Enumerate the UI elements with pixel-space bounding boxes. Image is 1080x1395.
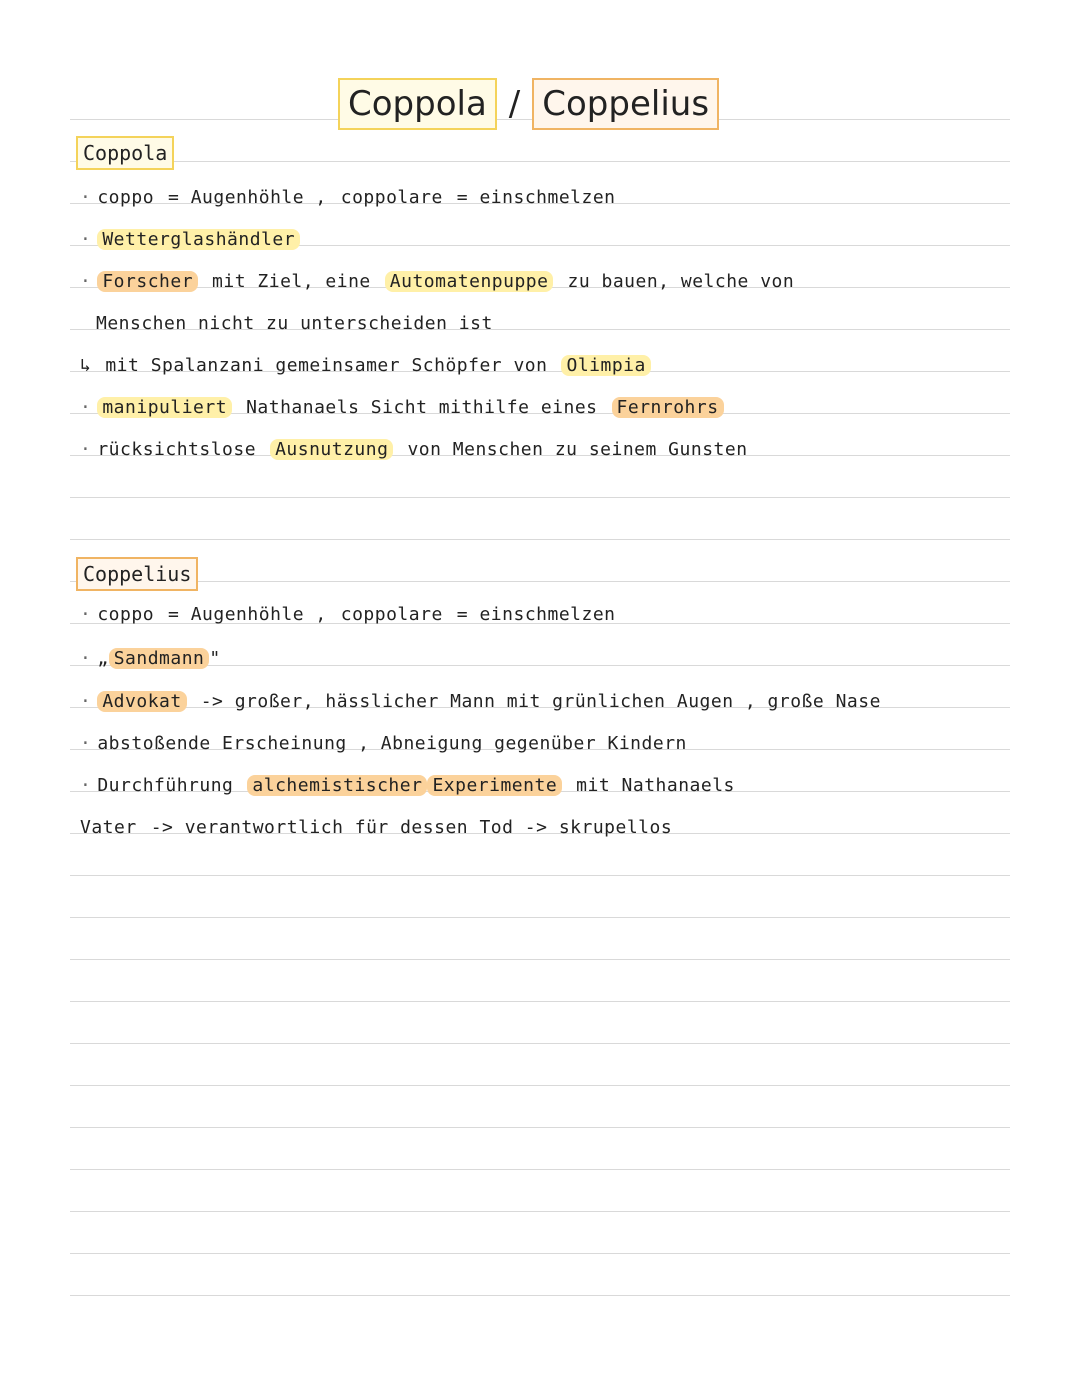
highlight-text: Olimpia (561, 355, 650, 376)
coppola-line-6 (80, 392, 724, 422)
rule-line (70, 917, 1010, 918)
highlight-text: Wetterglashändler (97, 229, 300, 250)
rule-line (70, 1169, 1010, 1170)
rule-line (70, 1295, 1010, 1296)
highlight-text: Automatenpuppe (385, 271, 554, 292)
text: coppolare (340, 603, 443, 625)
bullet: · (80, 270, 92, 292)
title-coppelius: Coppelius (532, 78, 719, 130)
text: -> verantwortlich für dessen Tod -> skrupellos (150, 816, 673, 838)
rule-line (70, 581, 1010, 582)
text: Nathanaels Sicht mithilfe eines (246, 396, 598, 418)
coppelius-line-5 (80, 770, 749, 800)
text: coppo (97, 603, 155, 625)
quote-mark: " (209, 647, 221, 669)
text: rücksichtslose (97, 438, 257, 460)
highlight-text: Sandmann (109, 648, 210, 669)
coppelius-line-1 (80, 599, 630, 629)
bullet: · (80, 396, 92, 418)
rule-line (70, 1211, 1010, 1212)
coppelius-line-2 (80, 643, 221, 673)
coppola-line-2 (80, 224, 300, 254)
text: Menschen nicht zu unterscheiden ist (96, 312, 493, 334)
rule-line (70, 1127, 1010, 1128)
rule-line (70, 875, 1010, 876)
rule-line (70, 1043, 1010, 1044)
bullet: · (80, 774, 92, 796)
rule-line (70, 161, 1010, 162)
bullet: · (80, 647, 92, 669)
bullet: · (80, 732, 92, 754)
bullet: · (80, 228, 92, 250)
coppola-line-4 (96, 308, 507, 338)
highlight-text: Forscher (97, 271, 198, 292)
rule-line (70, 1085, 1010, 1086)
coppola-line-3 (80, 266, 808, 296)
text: -> großer, hässlicher Mann mit grünlichen Augen , große Nase (200, 690, 881, 712)
arrow-icon: ↳ (80, 354, 92, 376)
coppelius-line-4 (80, 728, 701, 758)
rule-line (70, 539, 1010, 540)
bullet: · (80, 438, 92, 460)
highlight-text: Ausnutzung (270, 439, 393, 460)
text: mit Nathanaels (576, 774, 735, 796)
text: zu bauen, welche von (567, 270, 795, 292)
text: coppo (97, 186, 155, 208)
text: = einschmelzen (456, 186, 616, 208)
section-heading-coppelius: Coppelius (76, 557, 198, 591)
coppelius-line-3 (80, 686, 895, 716)
text: = einschmelzen (456, 603, 616, 625)
text: von Menschen zu seinem Gunsten (407, 438, 748, 460)
text: = Augenhöhle , (168, 603, 327, 625)
quote-mark: „ (97, 647, 109, 669)
bullet: · (80, 690, 92, 712)
highlight-text: Fernrohrs (612, 397, 724, 418)
bullet: · (80, 186, 92, 208)
page-title (338, 78, 719, 130)
coppola-line-1 (80, 182, 630, 212)
title-coppola: Coppola (338, 78, 497, 130)
highlight-text: Experimente (427, 775, 562, 796)
text: mit Ziel, eine (212, 270, 371, 292)
highlight-text: alchemistischer (247, 775, 427, 796)
coppelius-line-6 (80, 812, 686, 842)
rule-line (70, 497, 1010, 498)
title-separator: / (508, 84, 521, 124)
coppola-line-5 (80, 350, 651, 380)
text: Vater (80, 816, 137, 838)
text: mit Spalanzani gemeinsamer Schöpfer von (105, 354, 548, 376)
rule-line (70, 1001, 1010, 1002)
text: abstoßende Erscheinung , Abneigung gegenüber Kindern (97, 732, 687, 754)
bullet: · (80, 603, 92, 625)
highlight-text: Advokat (97, 691, 186, 712)
section-heading-coppola: Coppola (76, 136, 174, 170)
rule-line (70, 959, 1010, 960)
text: Durchführung (97, 774, 234, 796)
text: = Augenhöhle , (168, 186, 327, 208)
coppola-line-7 (80, 434, 762, 464)
rule-line (70, 1253, 1010, 1254)
highlight-text: manipuliert (97, 397, 232, 418)
text: coppolare (340, 186, 443, 208)
